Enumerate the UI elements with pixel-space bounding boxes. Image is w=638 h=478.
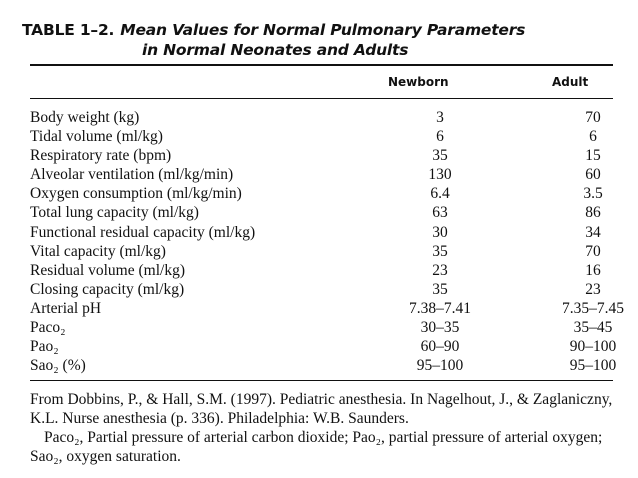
newborn-cell: 7.38–7.41 — [409, 299, 471, 317]
newborn-cell: 130 — [428, 166, 452, 184]
adult-cell: 3.5 — [583, 185, 603, 203]
bottom-rule — [30, 380, 613, 381]
table-row — [30, 184, 613, 203]
table-row — [30, 318, 613, 337]
table-row — [30, 127, 613, 146]
adult-cell: 7.35–7.45 — [562, 299, 624, 317]
newborn-cell: 3 — [436, 109, 444, 126]
adult-cell: 90–100 — [569, 338, 617, 356]
header-rule — [30, 98, 613, 99]
table-row — [30, 337, 617, 356]
parameter-cell: Pao₂ — [30, 338, 59, 356]
column-header-adult: Adult — [552, 75, 589, 89]
table-title-line2: in Normal Neonates and Adults — [142, 41, 409, 59]
table-row — [30, 108, 613, 127]
parameter-cell: Respiratory rate (bpm) — [30, 147, 172, 165]
parameter-cell: Residual volume (ml/kg) — [30, 261, 185, 279]
newborn-cell: 6 — [436, 128, 444, 146]
parameter-cell: Functional residual capacity (ml/kg) — [30, 223, 256, 241]
table-row — [30, 261, 613, 280]
source-citation: From Dobbins, P., & Hall, S.M. (1997). Pediatric anesthesia. In Nagelhout, J., & Zaglaniczny, K.L. Nurse anesthesia (p. 336). Philadelphia: W.B. Saunders. — [30, 391, 613, 427]
table-row — [30, 165, 613, 184]
adult-cell: 60 — [585, 166, 601, 184]
newborn-cell: 23 — [432, 261, 448, 279]
table-label: TABLE 1–2. — [22, 21, 115, 39]
newborn-cell: 95–100 — [416, 357, 464, 375]
parameter-cell: Paco₂ — [30, 319, 66, 337]
table-title-line1: Mean Values for Normal Pulmonary Parameters — [120, 21, 526, 39]
adult-cell: 86 — [585, 204, 601, 222]
table-row — [30, 280, 613, 299]
top-rule — [30, 64, 613, 66]
adult-cell: 23 — [585, 280, 601, 298]
parameter-cell: Oxygen consumption (ml/kg/min) — [30, 185, 242, 203]
parameter-cell: Tidal volume (ml/kg) — [30, 128, 163, 146]
table-title — [22, 20, 622, 60]
abbreviation-note: Paco₂, Partial pressure of arterial carbon dioxide; Pao₂, partial pressure of arterial oxygen; Sao₂, oxygen saturation. — [30, 429, 603, 465]
table-row — [30, 203, 613, 222]
newborn-cell: 60–90 — [420, 338, 460, 356]
table-body — [30, 108, 624, 375]
newborn-cell: 35 — [432, 280, 448, 298]
newborn-cell: 30 — [432, 223, 448, 241]
parameter-cell: Alveolar ventilation (ml/kg/min) — [30, 166, 234, 184]
parameter-cell: Sao₂ (%) — [30, 357, 86, 375]
parameter-cell: Arterial pH — [30, 299, 102, 317]
table-row — [30, 299, 624, 318]
adult-cell: 6 — [589, 128, 597, 146]
parameter-cell: Vital capacity (ml/kg) — [30, 242, 166, 260]
newborn-cell: 6.4 — [430, 185, 450, 203]
adult-cell: 70 — [585, 242, 601, 260]
newborn-cell: 30–35 — [420, 319, 460, 337]
adult-cell: 34 — [585, 223, 601, 241]
column-header-newborn: Newborn — [388, 75, 449, 89]
parameter-cell: Closing capacity (ml/kg) — [30, 280, 185, 298]
table-row — [30, 356, 617, 375]
adult-cell: 70 — [585, 109, 601, 126]
newborn-cell: 63 — [432, 204, 448, 222]
newborn-cell: 35 — [432, 147, 448, 165]
newborn-cell: 35 — [432, 242, 448, 260]
adult-cell: 35–45 — [573, 319, 613, 337]
parameter-cell: Total lung capacity (ml/kg) — [30, 204, 199, 222]
table-row — [30, 242, 613, 261]
table-row — [30, 146, 613, 165]
table-footnote — [30, 390, 615, 466]
adult-cell: 95–100 — [569, 357, 617, 375]
adult-cell: 15 — [585, 147, 601, 165]
adult-cell: 16 — [585, 261, 601, 279]
table-row — [30, 223, 613, 242]
parameter-cell: Body weight (kg) — [30, 109, 140, 126]
